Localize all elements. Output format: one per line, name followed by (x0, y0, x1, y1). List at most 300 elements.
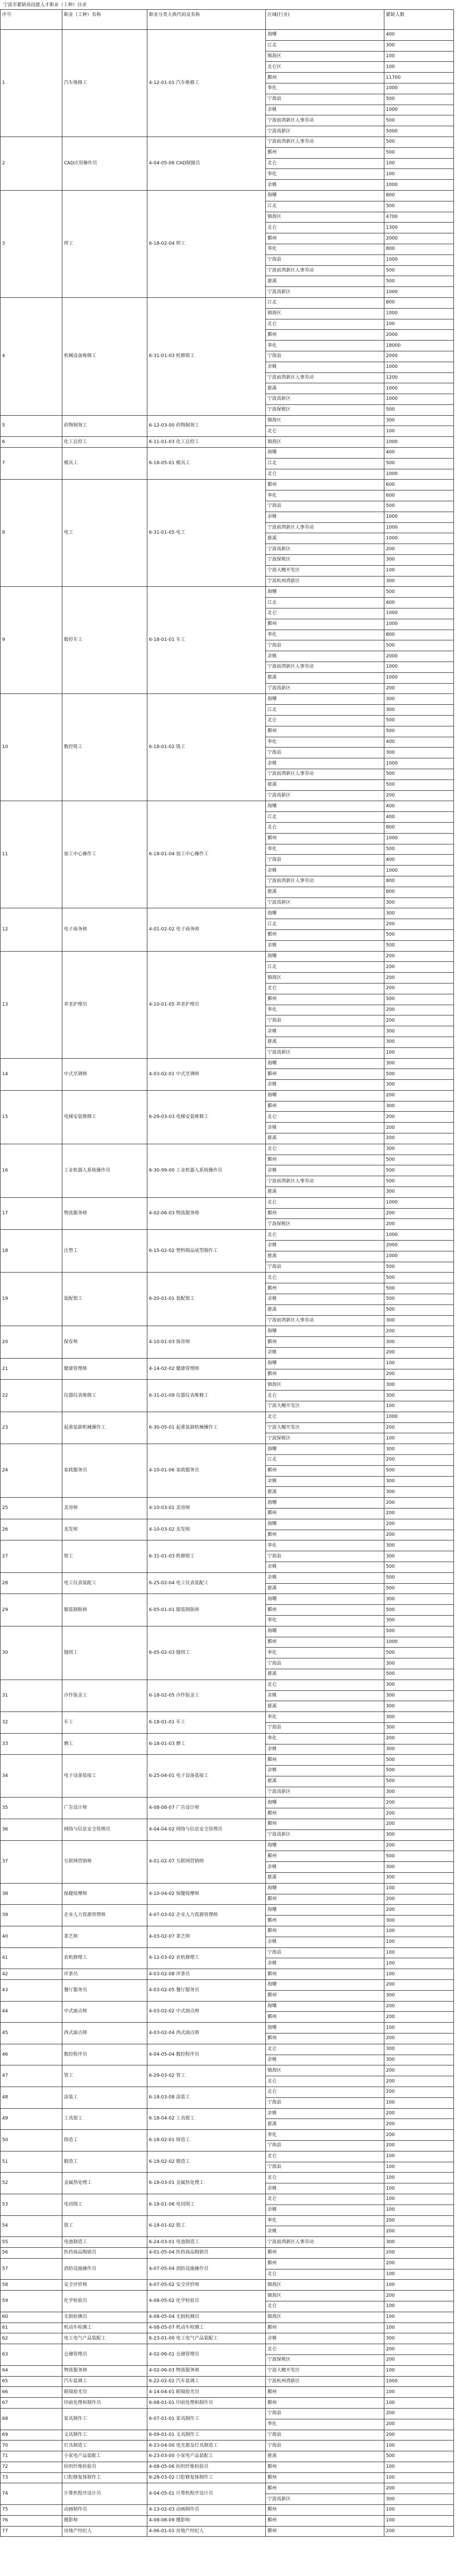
job-name: 家政服务员 (62, 1444, 147, 1498)
table-row (1, 801, 454, 812)
region-cell: 奉化 (266, 169, 384, 180)
region-cell: 宁波大榭开发区 (266, 2365, 384, 2376)
table-row (1, 2065, 454, 2076)
job-name: 化工总控工 (62, 437, 147, 448)
table-row (1, 1058, 454, 1069)
job-name: 餐厅服务员 (62, 1980, 147, 2002)
job-code: 4-03-02-01 中式烹调师 (147, 1058, 266, 1090)
job-code: 6-18-02-04 焊工 (147, 190, 266, 297)
row-number: 56 (1, 2247, 62, 2258)
count-cell: 600 (384, 490, 454, 501)
job-code: 6-18-03-08 涂装工 (147, 2087, 266, 2109)
count-cell: 200 (384, 2087, 454, 2098)
count-cell: 100 (384, 51, 454, 62)
table-header-row (1, 10, 454, 30)
region-cell: 海曙 (266, 2001, 384, 2012)
job-code: 6-11-01-03 化工总控工 (147, 437, 266, 448)
count-cell: 1000 (384, 522, 454, 533)
region-cell: 鄞州 (266, 1916, 384, 1926)
region-cell: 余姚 (266, 1958, 384, 1969)
job-name: 互联网营销师 (62, 1840, 147, 1883)
job-name: 服装制版师 (62, 1594, 147, 1626)
region-cell: 慈溪 (266, 1583, 384, 1594)
job-code: 6-29-03-03 电梯安装维修工 (147, 1090, 266, 1144)
region-cell: 宁波前湾新区人事劳动 (266, 115, 384, 126)
count-cell: 1000 (384, 1412, 454, 1422)
region-cell: 鄞州 (266, 1337, 384, 1348)
count-cell: 1000 (384, 758, 454, 769)
job-name: 物流服务师 (62, 2365, 147, 2376)
region-cell: 鄞州 (266, 1819, 384, 1830)
count-cell: 200 (384, 1326, 454, 1337)
count-cell: 2000 (384, 330, 454, 341)
count-cell: 2000 (384, 233, 454, 244)
region-cell: 海曙 (266, 908, 384, 919)
count-cell: 300 (384, 1862, 454, 1873)
region-cell: 奉化 (266, 844, 384, 855)
region-cell: 宁波高新区 (266, 790, 384, 801)
table-row (1, 587, 454, 598)
job-name: 纺织纤维检验员 (62, 2462, 147, 2472)
region-cell: 海曙 (266, 1840, 384, 1851)
job-code: 4-04-05-06 CAD制图员 (147, 137, 266, 190)
count-cell: 1000 (384, 383, 454, 394)
region-cell: 北仑 (266, 1230, 384, 1241)
region-cell: 余姚 (266, 180, 384, 191)
job-code: 6-31-01-03 机修钳工 (147, 1540, 266, 1572)
job-name: 车工 (62, 1712, 147, 1734)
region-cell: 宁波高新区 (266, 1829, 384, 1840)
count-cell: 200 (384, 2354, 454, 2365)
count-cell: 300 (384, 748, 454, 758)
job-name: 药物制剂工 (62, 415, 147, 437)
row-number: 54 (1, 2215, 62, 2237)
job-name: 电工电气产品装配工 (62, 2333, 147, 2344)
count-cell: 200 (384, 683, 454, 694)
table-row (1, 1572, 454, 1583)
job-name: 钳工 (62, 1540, 147, 1572)
region-cell: 江北 (266, 962, 384, 973)
count-cell: 1000 (384, 437, 454, 448)
job-name: 计算机程序设计员 (62, 2483, 147, 2505)
count-cell: 300 (384, 1829, 454, 1840)
region-cell: 北仑 (266, 2076, 384, 2087)
count-cell: 100 (384, 2173, 454, 2183)
count-cell: 100 (384, 1958, 454, 1969)
count-cell: 300 (384, 1712, 454, 1723)
row-number: 8 (1, 480, 62, 587)
region-cell: 北仑 (266, 1144, 384, 1155)
job-name: 工业机器人系统操作员 (62, 1144, 147, 1197)
count-cell: 1300 (384, 223, 454, 233)
job-code: 6-30-05-01 起重装卸机械操作工 (147, 1412, 266, 1444)
job-name: 焊工 (62, 190, 147, 297)
region-cell: 奉化 (266, 630, 384, 640)
region-cell: 慈溪 (266, 383, 384, 394)
job-code: 6-23-04-00 电光源及灯具制造工 (147, 2441, 266, 2451)
job-code: 6-15-02-02 塑料制品成型制作工 (147, 1230, 266, 1273)
job-name: 西式面点师 (62, 2023, 147, 2044)
count-cell: 400 (384, 448, 454, 459)
count-cell: 800 (384, 876, 454, 887)
region-cell: 宁波杭州湾新区 (266, 2376, 384, 2387)
count-cell: 100 (384, 2515, 454, 2526)
count-cell: 100 (384, 1883, 454, 1894)
row-number: 28 (1, 1572, 62, 1594)
count-cell: 100 (384, 2365, 454, 2376)
row-number: 66 (1, 2387, 62, 2398)
table-row (1, 2408, 454, 2419)
count-cell: 100 (384, 2312, 454, 2323)
count-cell: 300 (384, 1391, 454, 1401)
count-cell: 200 (384, 2130, 454, 2141)
table-row (1, 415, 454, 426)
count-cell: 100 (384, 1926, 454, 1937)
count-cell: 1000 (384, 672, 454, 683)
job-code: 4-12-01-01 汽车维修工 (147, 30, 266, 137)
job-name: 机械设备维修工 (62, 297, 147, 415)
job-code: 4-10-01-03 保育师 (147, 1326, 266, 1358)
count-cell: 500 (384, 1069, 454, 1080)
row-number: 23 (1, 1412, 62, 1444)
count-cell: 5000 (384, 126, 454, 137)
job-name: 电切削工 (62, 2194, 147, 2215)
row-number: 49 (1, 2108, 62, 2130)
region-cell: 鄞州 (266, 2033, 384, 2044)
row-number: 75 (1, 2505, 62, 2516)
region-cell: 宁海县 (266, 351, 384, 362)
table-row (1, 2441, 454, 2451)
row-number: 58 (1, 2280, 62, 2291)
row-number: 26 (1, 1519, 62, 1540)
row-number: 51 (1, 2151, 62, 2173)
count-cell: 200 (384, 1905, 454, 1916)
region-cell: 海曙 (266, 1090, 384, 1101)
region-cell: 海曙 (266, 1905, 384, 1916)
count-cell: 200 (384, 1498, 454, 1509)
count-cell: 500 (384, 1626, 454, 1637)
region-cell: 北仑 (266, 158, 384, 169)
job-code: 4-08-08-07 广告设计师 (147, 1798, 266, 1819)
count-cell: 200 (384, 790, 454, 801)
region-cell: 镇海区 (266, 973, 384, 984)
region-cell: 奉化 (266, 1540, 384, 1551)
job-code: 4-01-02-02 电子商务师 (147, 908, 266, 951)
job-name: 缝纫工 (62, 1626, 147, 1680)
region-cell: 余姚 (266, 2055, 384, 2065)
table-row (1, 448, 454, 459)
region-cell: 江北 (266, 705, 384, 716)
region-cell: 北仑 (266, 2344, 384, 2355)
count-cell: 100 (384, 2269, 454, 2280)
table-row (1, 1980, 454, 1991)
region-cell: 宁波高新区 (266, 394, 384, 405)
count-cell: 1000 (384, 512, 454, 522)
job-name: 物流服务师 (62, 1197, 147, 1229)
row-number: 24 (1, 1444, 62, 1498)
count-cell: 200 (384, 951, 454, 962)
region-cell: 北仑 (266, 1273, 384, 1283)
job-code: 4-14-04-01 眼镜验光员 (147, 2387, 266, 2398)
table-row (1, 1947, 454, 1958)
count-cell: 1200 (384, 372, 454, 383)
count-cell: 400 (384, 598, 454, 608)
row-number: 34 (1, 1755, 62, 1798)
table-row (1, 2387, 454, 2398)
count-cell: 1000 (384, 1197, 454, 1208)
region-cell: 北仑 (266, 2173, 384, 2183)
count-cell: 1000 (384, 1251, 454, 1262)
region-cell: 余姚 (266, 866, 384, 876)
region-cell: 北仑 (266, 2044, 384, 2055)
row-number: 10 (1, 694, 62, 801)
job-name: 工具钳工 (62, 2108, 147, 2130)
count-cell: 200 (384, 1005, 454, 1015)
count-cell: 100 (384, 1358, 454, 1369)
count-cell: 300 (384, 1037, 454, 1047)
count-cell: 200 (384, 1123, 454, 1133)
region-cell: 余姚 (266, 1123, 384, 1133)
table-row (1, 1905, 454, 1916)
count-cell: 200 (384, 2001, 454, 2012)
job-name: 中式面点师 (62, 2001, 147, 2023)
region-cell: 鄞州 (266, 1755, 384, 1766)
region-cell: 奉化 (266, 1005, 384, 1015)
count-cell: 100 (384, 2398, 454, 2409)
region-cell: 海曙 (266, 1798, 384, 1808)
job-code: 6-18-03-01 金属热处理工 (147, 2173, 266, 2194)
region-cell: 余姚 (266, 1562, 384, 1572)
region-cell: 镇海区 (266, 308, 384, 319)
count-cell: 500 (384, 716, 454, 726)
region-cell: 宁波前湾新区人事劳动 (266, 265, 384, 276)
job-name: 无损检测员 (62, 2312, 147, 2323)
region-cell: 宁波高新区 (266, 683, 384, 694)
job-name: 电工仪表装配工 (62, 1572, 147, 1594)
count-cell: 300 (384, 2055, 454, 2065)
job-name: 仪器仪表维修工 (62, 1380, 147, 1412)
job-name: 口腔修复体制作工 (62, 2472, 147, 2483)
count-cell: 300 (384, 2044, 454, 2055)
region-cell: 余姚 (266, 1744, 384, 1755)
region-cell: 奉化 (266, 1712, 384, 1723)
count-cell: 300 (384, 897, 454, 908)
region-cell: 宁海县 (266, 1262, 384, 1273)
table-row (1, 1680, 454, 1690)
row-number: 74 (1, 2483, 62, 2505)
job-code: 6-12-03-00 药物制剂工 (147, 415, 266, 437)
count-cell: 200 (384, 1733, 454, 1744)
count-cell: 300 (384, 1615, 454, 1626)
table-row (1, 190, 454, 201)
region-cell: 奉化 (266, 490, 384, 501)
count-cell: 200 (384, 2140, 454, 2151)
job-name: 企业人力资源管理师 (62, 1905, 147, 1926)
count-cell: 100 (384, 1047, 454, 1058)
count-cell: 500 (384, 1851, 454, 1862)
region-cell: 余姚 (266, 1026, 384, 1037)
row-number: 13 (1, 951, 62, 1058)
count-cell: 500 (384, 1755, 454, 1766)
region-cell: 慈溪 (266, 1776, 384, 1787)
count-cell: 200 (384, 1348, 454, 1359)
count-cell: 2000 (384, 1241, 454, 1251)
table-row (1, 1733, 454, 1744)
count-cell: 200 (384, 1980, 454, 1991)
job-code: 6-18-01-06 电切削工 (147, 2194, 266, 2215)
region-cell: 北仑 (266, 2194, 384, 2205)
region-cell: 海曙 (266, 1444, 384, 1455)
count-cell: 300 (384, 1873, 454, 1884)
count-cell: 300 (384, 1315, 454, 1326)
job-code: 4-01-05-04 医药商品购销员 (147, 2247, 266, 2258)
table-row (1, 951, 454, 962)
region-cell: 镇海区 (266, 2065, 384, 2076)
job-code: 4-04-05-04 数控程序员 (147, 2044, 266, 2065)
count-cell: 200 (384, 1798, 454, 1808)
region-cell: 北仑 (266, 983, 384, 994)
region-cell: 奉化 (266, 1615, 384, 1626)
job-name: 广告设计师 (62, 1798, 147, 1819)
count-cell: 500 (384, 769, 454, 779)
row-number: 30 (1, 1626, 62, 1680)
count-cell: 100 (384, 319, 454, 330)
count-cell: 500 (384, 276, 454, 287)
region-cell: 海曙 (266, 2023, 384, 2033)
row-number: 20 (1, 1326, 62, 1358)
region-cell: 宁海县 (266, 2430, 384, 2441)
count-cell: 1000 (384, 533, 454, 544)
table-row (1, 2451, 454, 2462)
job-code: 6-18-05-01 模具工 (147, 448, 266, 480)
table-row (1, 1444, 454, 1455)
table-row (1, 437, 454, 448)
count-cell: 200 (384, 2065, 454, 2076)
count-cell: 200 (384, 1208, 454, 1219)
region-cell: 慈溪 (266, 779, 384, 790)
region-cell: 鄞州 (266, 1508, 384, 1519)
job-name: 美发师 (62, 1519, 147, 1540)
count-cell: 300 (384, 576, 454, 587)
region-cell: 宁波前湾新区人事劳动 (266, 1176, 384, 1187)
table-row (1, 1798, 454, 1808)
count-cell: 1000 (384, 662, 454, 673)
job-name: 数控铣工 (62, 694, 147, 801)
region-cell: 慈溪 (266, 887, 384, 897)
region-cell: 慈溪 (266, 1304, 384, 1315)
job-code: 6-18-02-01 铸造工 (147, 2130, 266, 2151)
job-code: 4-07-05-04 消防设施操作员 (147, 2258, 266, 2280)
region-cell: 慈溪 (266, 2119, 384, 2130)
table-row (1, 1326, 454, 1337)
count-cell: 300 (384, 1476, 454, 1487)
region-cell: 鄞州 (266, 1851, 384, 1862)
count-cell: 500 (384, 929, 454, 940)
count-cell: 500 (384, 137, 454, 147)
count-cell: 100 (384, 1433, 454, 1444)
count-cell: 200 (384, 1894, 454, 1905)
region-cell: 镇海区 (266, 212, 384, 223)
row-number: 33 (1, 1733, 62, 1755)
job-code: 6-24-03-01 电池制造工 (147, 2237, 266, 2248)
count-cell: 1000 (384, 105, 454, 115)
job-code: 6-29-03-02 管工 (147, 2065, 266, 2087)
region-cell: 奉化 (266, 2215, 384, 2226)
region-cell: 余姚 (266, 1165, 384, 1176)
region-cell: 北仑 (266, 2301, 384, 2312)
region-cell: 镇海区 (266, 2291, 384, 2301)
count-cell: 100 (384, 158, 454, 169)
table-row (1, 1626, 454, 1637)
region-cell: 江北 (266, 458, 384, 469)
job-code: 6-18-01-01 车工 (147, 1712, 266, 1734)
count-cell: 200 (384, 2483, 454, 2494)
region-cell: 余姚 (266, 105, 384, 115)
region-cell: 余姚 (266, 2183, 384, 2194)
row-number: 29 (1, 1594, 62, 1626)
count-cell: 300 (384, 1551, 454, 1562)
count-cell: 11700 (384, 73, 454, 83)
region-cell: 宁波保税区 (266, 2354, 384, 2365)
count-cell: 300 (384, 1337, 454, 1348)
count-cell: 800 (384, 887, 454, 897)
region-cell: 北仑 (266, 319, 384, 330)
count-cell: 500 (384, 1273, 454, 1283)
count-cell: 200 (384, 2408, 454, 2419)
table-row (1, 2194, 454, 2205)
count-cell: 500 (384, 587, 454, 598)
row-number: 55 (1, 2237, 62, 2248)
job-name: 加工中心操作工 (62, 801, 147, 908)
table-row (1, 137, 454, 147)
region-cell: 海曙 (266, 801, 384, 812)
region-cell: 海曙 (266, 1883, 384, 1894)
row-number: 22 (1, 1380, 62, 1412)
table-row (1, 1755, 454, 1766)
count-cell: 500 (384, 1165, 454, 1176)
region-cell: 宁海县 (266, 2162, 384, 2173)
count-cell: 200 (384, 544, 454, 555)
region-cell: 奉化 (266, 1648, 384, 1658)
count-cell: 100 (384, 2387, 454, 2398)
region-cell: 鄞州 (266, 1637, 384, 1648)
region-cell: 奉化 (266, 83, 384, 94)
count-cell: 500 (384, 201, 454, 212)
count-cell: 200 (384, 2108, 454, 2119)
region-cell: 余姚 (266, 1766, 384, 1776)
job-code: 6-31-01-09 仪器仪表维修工 (147, 1380, 266, 1412)
job-name: 美容师 (62, 1498, 147, 1519)
region-cell: 宁波前湾新区人事劳动 (266, 137, 384, 147)
job-name: 灯具制造工 (62, 2441, 147, 2451)
count-cell: 300 (384, 2494, 454, 2505)
job-name: 模具工 (62, 448, 147, 480)
count-cell: 300 (384, 1540, 454, 1551)
count-cell: 100 (384, 1401, 454, 1412)
region-cell: 北仑 (266, 822, 384, 833)
count-cell: 800 (384, 190, 454, 201)
skills-table-container (0, 9, 456, 2537)
job-name: 起重装卸机械操作工 (62, 1412, 147, 1444)
region-cell: 鄞州 (266, 619, 384, 630)
count-cell: 500 (384, 501, 454, 512)
region-cell: 北仑 (266, 1112, 384, 1123)
region-cell: 宁波保税区 (266, 1219, 384, 1230)
region-cell: 余姚 (266, 1476, 384, 1487)
row-number: 43 (1, 1980, 62, 2002)
job-name: 家具制作工 (62, 2408, 147, 2430)
count-cell: 200 (384, 2291, 454, 2301)
